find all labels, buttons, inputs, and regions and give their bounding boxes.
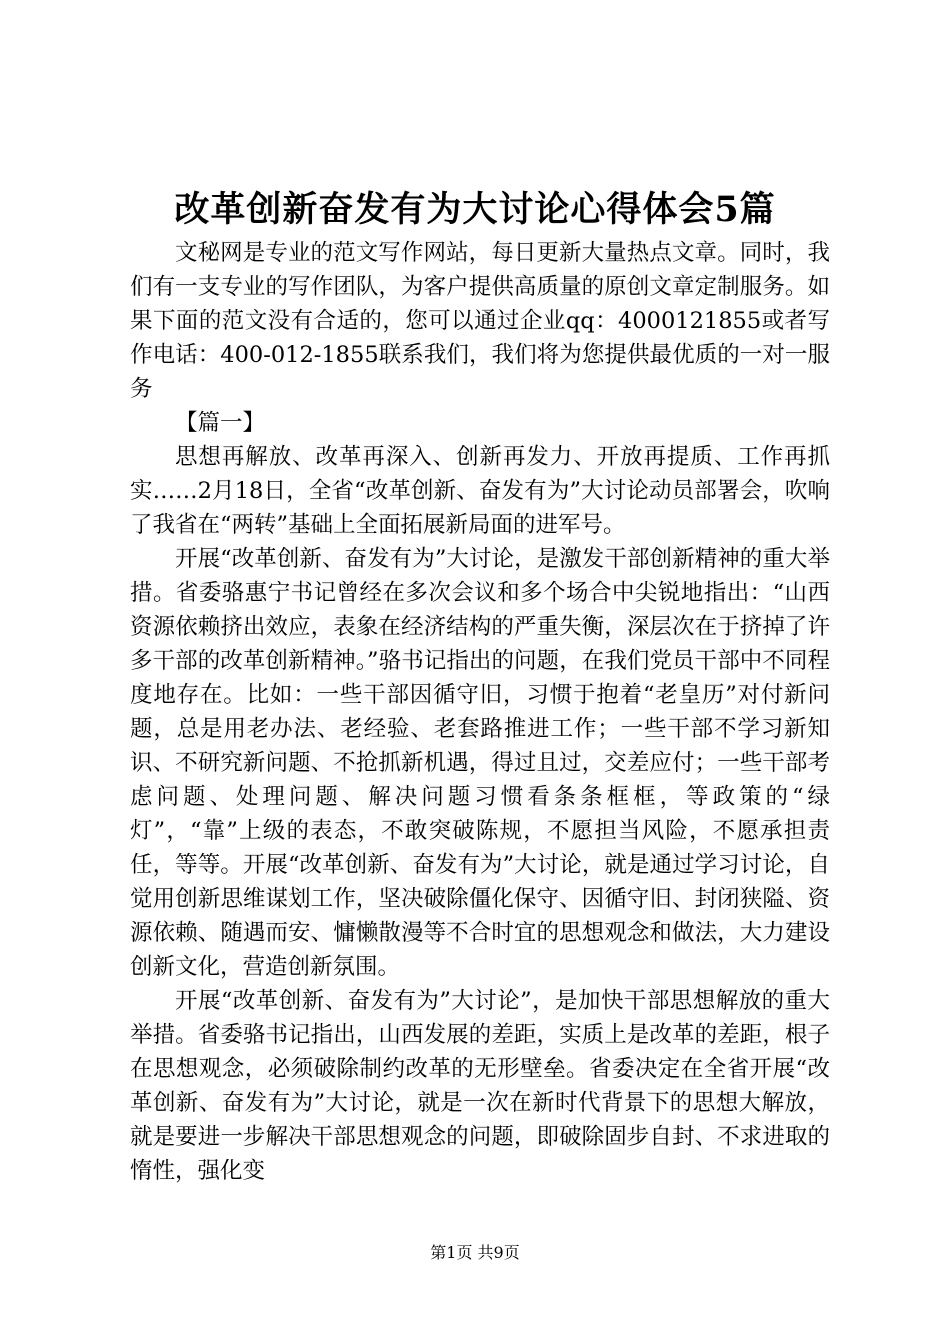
body-paragraph: 思想再解放、改革再深入、创新再发力、开放再提质、工作再抓实……2月18日，全省“改革创新、奋发有为”大讨论动员部署会，吹响了我省在“两转”基础上全面拓展新局面的进军号。: [130, 444, 830, 538]
document-title: 改革创新奋发有为大讨论心得体会5篇: [174, 189, 776, 230]
page-number-footer: 第1页 共9页: [430, 1243, 520, 1262]
document-body: [130, 236, 830, 1188]
body-paragraph: 开展“改革创新、奋发有为”大讨论”，是加快干部思想解放的重大举措。省委骆书记指出，山西发展的差距，实质上是改革的差距，根子在思想观念，必须破除制约改革的无形壁垒。省委决定在全省开展“改革创新、奋发有为”大讨论，就是一次在新时代背景下的思想大解放，就是要进一步解决干部思想观念的问题，即破除固步自封、不求进取的惰性，强化变: [130, 988, 830, 1184]
body-paragraph: 开展“改革创新、奋发有为”大讨论，是激发干部创新精神的重大举措。省委骆惠宁书记曾经在多次会议和多个场合中尖锐地指出：“山西资源依赖挤出效应，表象在经济结构的严重失衡，深层次在于挤掉了许多干部的改革创新精神。”骆书记指出的问题，在我们党员干部中不同程度地存在。比如：一些干部因循守旧，习惯于抱着“老皇历”对付新问题，总是用老办法、老经验、老套路推进工作；一些干部不学习新知识、不研究新问题、不抢抓新机遇，得过且过，交差应付；一些干部考虑问题、处理问题、解决问题习惯看条条框框，等政策的“绿灯”，“靠”上级的表态，不敢突破陈规，不愿担当风险，不愿承担责任，等等。开展“改革创新、奋发有为”大讨论，就是通过学习讨论，自觉用创新思维谋划工作，坚决破除僵化保守、因循守旧、封闭狭隘、资源依赖、随遇而安、慵懒散漫等不合时宜的思想观念和做法，大力建设创新文化，营造创新氛围。: [130, 546, 830, 980]
intro-paragraph: 文秘网是专业的范文写作网站，每日更新大量热点文章。同时，我们有一支专业的写作团队，为客户提供高质量的原创文章定制服务。如果下面的范文没有合适的，您可以通过企业qq：4000121855或者写作电话：400-012-1855联系我们，我们将为您提供最优质的一对一服务: [130, 240, 830, 402]
section-heading: 【篇一】: [175, 410, 266, 436]
